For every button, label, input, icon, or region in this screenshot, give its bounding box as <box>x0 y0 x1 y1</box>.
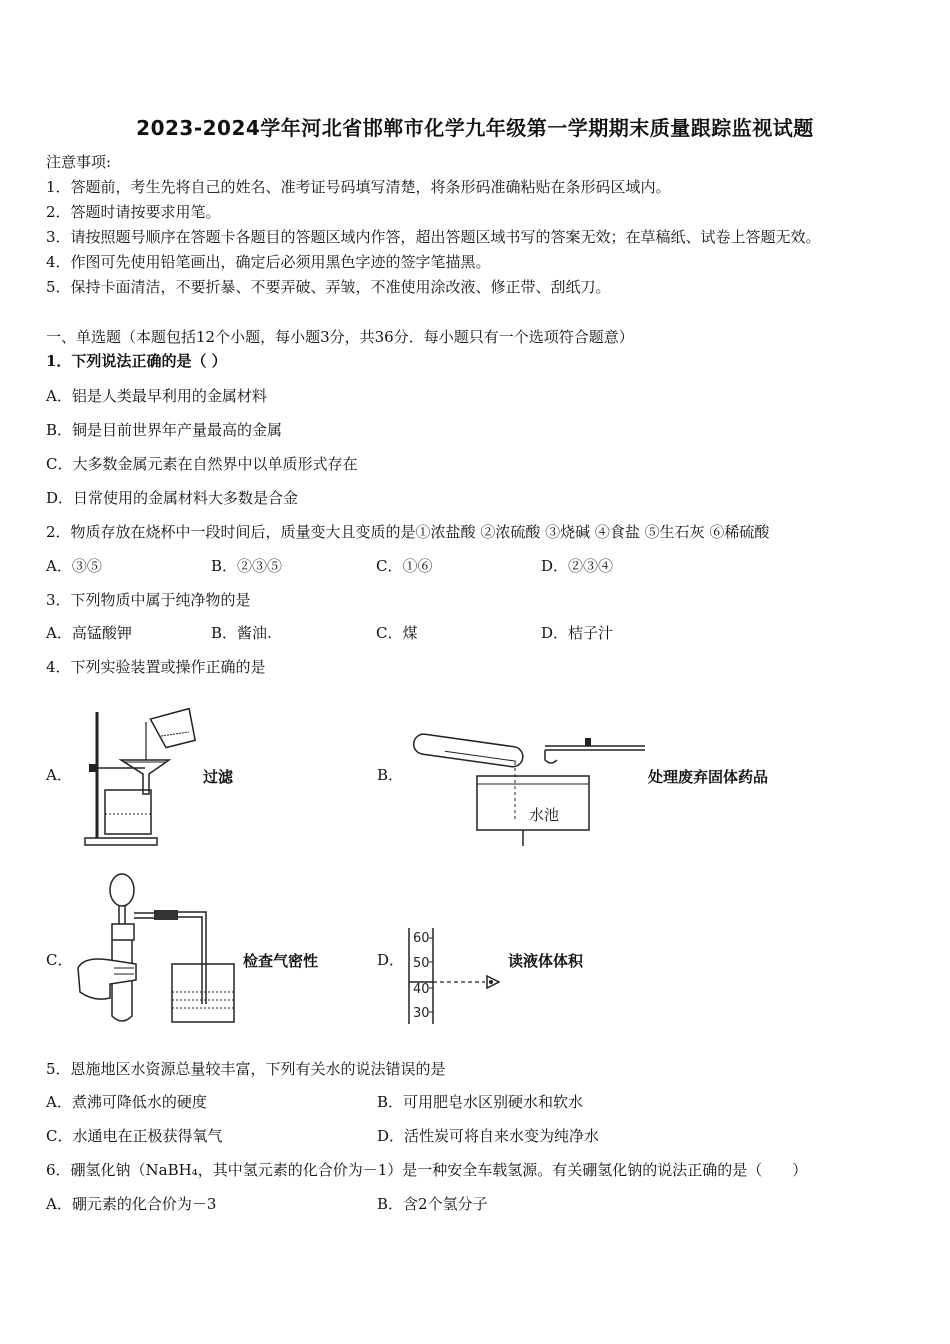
notice-item: 3．请按照题号顺序在答题卡各题目的答题区域内作答，超出答题区域书写的答案无效；在草稿纸、试卷上答题无效。 <box>46 228 821 246</box>
question-1-stem: 1．下列说法正确的是（ ） <box>46 352 227 370</box>
question-5-stem: 5．恩施地区水资源总量较丰富，下列有关水的说法错误的是 <box>46 1060 446 1078</box>
filtration-diagram <box>75 702 205 850</box>
q2-option-b: B．②③⑤ <box>211 557 283 575</box>
page-title: 2023-2024学年河北省邯郸市化学九年级第一学期期末质量跟踪监视试题 <box>136 116 814 140</box>
tick-60: 60 <box>413 931 430 946</box>
q3-option-d: D．桔子汁 <box>541 624 614 642</box>
q4-option-c-letter: C． <box>46 951 73 969</box>
q4-option-b-caption: 处理废弃固体药品 <box>648 768 769 786</box>
notice-heading: 注意事项: <box>46 153 112 171</box>
q1-option-c: C．大多数金属元素在自然界中以单质形式存在 <box>46 455 358 473</box>
q5-option-d: D．活性炭可将自来水变为纯净水 <box>377 1127 600 1145</box>
question-3-stem: 3．下列物质中属于纯净物的是 <box>46 591 251 609</box>
q1-option-a: A．铝是人类最早利用的金属材料 <box>46 387 267 405</box>
q3-option-a: A．高锰酸钾 <box>46 624 132 642</box>
question-2-stem: 2．物质存放在烧杯中一段时间后，质量变大且变质的是①浓盐酸 ②浓硫酸 ③烧碱 ④食盐 ⑤生石灰 ⑥稀硫酸 <box>46 523 770 541</box>
q2-option-a: A．③⑤ <box>46 557 102 575</box>
q3-option-c: C．煤 <box>376 624 418 642</box>
q4-option-a-letter: A． <box>46 766 72 784</box>
tick-30: 30 <box>413 1006 430 1021</box>
section-heading: 一、单选题（本题包括12个小题，每小题3分，共36分．每小题只有一个选项符合题意） <box>46 328 634 346</box>
q4-option-a-caption: 过滤 <box>203 768 234 786</box>
q4-option-d-caption: 读液体体积 <box>508 952 584 970</box>
q4-option-c-caption: 检查气密性 <box>243 952 319 970</box>
question-4-stem: 4．下列实验装置或操作正确的是 <box>46 658 266 676</box>
q1-option-b: B．铜是目前世界年产量最高的金属 <box>46 421 283 439</box>
airtightness-diagram <box>74 868 240 1028</box>
q5-option-c: C．水通电在正极获得氧气 <box>46 1127 223 1145</box>
sink-label: 水池 <box>529 806 560 824</box>
notice-item: 5．保持卡面清洁，不要折暴、不要弄破、弄皱，不准使用涂改液、修正带、刮纸刀。 <box>46 278 611 296</box>
notice-item: 4．作图可先使用铅笔画出，确定后必须用黑色字迹的签字笔描黑。 <box>46 253 491 271</box>
notice-item: 2．答题时请按要求用笔。 <box>46 203 221 221</box>
q3-option-b: B．酱油. <box>211 624 272 642</box>
tick-40: 40 <box>413 982 430 997</box>
question-6-stem: 6．硼氢化钠（NaBH₄，其中氢元素的化合价为－1）是一种安全车载氢源。有关硼氢化钠的说法正确的是（ ） <box>46 1161 808 1179</box>
q2-option-c: C．①⑥ <box>376 557 433 575</box>
tick-50: 50 <box>413 956 430 971</box>
q4-option-b-letter: B． <box>377 766 404 784</box>
sink-disposal-diagram <box>405 732 650 848</box>
q5-option-a: A．煮沸可降低水的硬度 <box>46 1093 207 1111</box>
notice-item: 1．答题前，考生先将自己的姓名、准考证号码填写清楚，将条形码准确粘贴在条形码区域内。 <box>46 178 671 196</box>
q1-option-d: D．日常使用的金属材料大多数是合金 <box>46 489 299 507</box>
q2-option-d: D．②③④ <box>541 557 614 575</box>
q6-option-b: B．含2个氢分子 <box>377 1195 488 1213</box>
q6-option-a: A．硼元素的化合价为－3 <box>46 1195 217 1213</box>
q5-option-b: B．可用肥皂水区别硬水和软水 <box>377 1093 584 1111</box>
cylinder-reading-diagram <box>405 924 505 1028</box>
q4-option-d-letter: D． <box>377 951 405 969</box>
